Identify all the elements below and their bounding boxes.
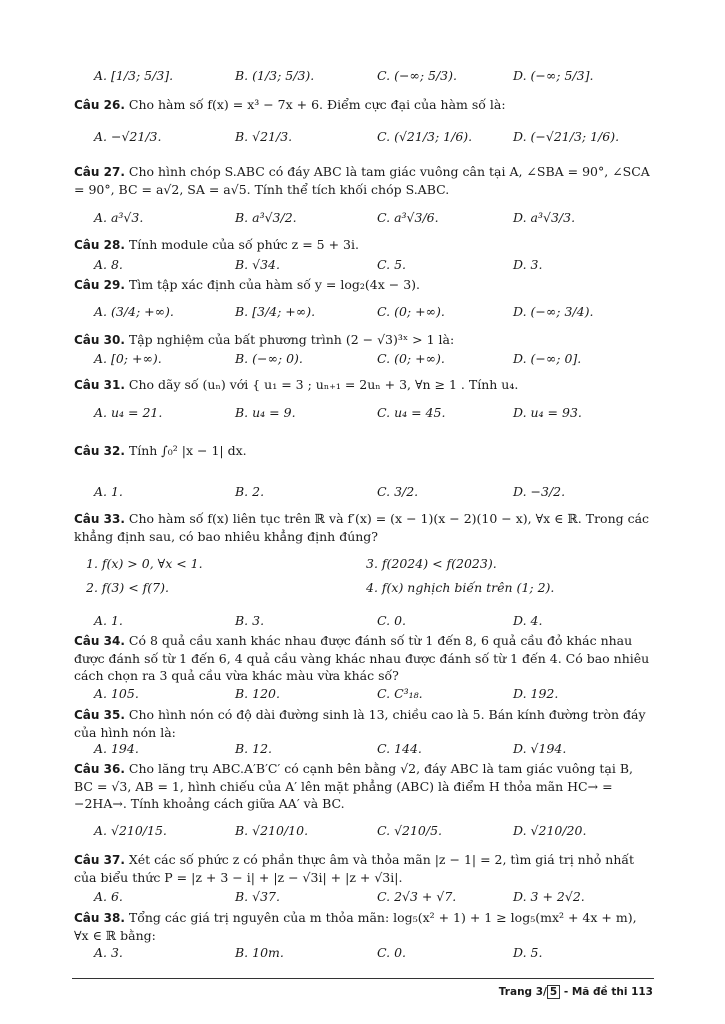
- option-b: B. √210/10.: [235, 822, 309, 838]
- option-d: D. 5.: [513, 944, 543, 960]
- option-d: D. 192.: [513, 685, 559, 701]
- option-b: B. 2.: [235, 483, 265, 499]
- option-d: D. −3/2.: [513, 483, 566, 499]
- option-b: B. a³√3/2.: [235, 209, 297, 225]
- question-31: [74, 376, 654, 394]
- option-c: C. 3/2.: [377, 483, 419, 499]
- question-label: Câu 35.: [74, 708, 125, 722]
- question-text: Cho lăng trụ ABC.A′B′C′ có cạnh bên bằng √2, đáy ABC là tam giác vuông tại B, BC = √3, AB = 1, hình chiếu của A′ lên mặt phẳng (ABC) là điểm H thỏa mãn HC→ = −2HA→. Tính khoảng cách giữa AA′ và BC.: [74, 761, 633, 811]
- question-label: Câu 38.: [74, 911, 125, 925]
- option-a: A. [0; +∞).: [94, 350, 162, 366]
- option-a: A. 105.: [94, 685, 139, 701]
- statement-2: 2. f(3) < f(7).: [86, 580, 169, 595]
- option-c: C. (−∞; 5/3).: [377, 67, 457, 83]
- option-d: D. (−∞; 3/4).: [513, 303, 594, 319]
- option-b: B. (−∞; 0).: [235, 350, 303, 366]
- option-d: D. 3 + 2√2.: [513, 888, 585, 904]
- option-c: C. √210/5.: [377, 822, 443, 838]
- options-q35: [94, 738, 654, 758]
- question-28: [74, 236, 654, 254]
- question-26: [74, 96, 654, 114]
- footer-exam-code: - Mã đề thi 113: [560, 986, 653, 998]
- question-text: Cho hàm số f(x) = x³ − 7x + 6. Điểm cực đại của hàm số là:: [128, 97, 506, 112]
- option-c: C. 144.: [377, 740, 422, 756]
- question-30: [74, 331, 654, 349]
- question-label: Câu 31.: [74, 378, 125, 392]
- footer-total-pages: 5: [547, 985, 560, 999]
- options-q26: [94, 118, 654, 154]
- option-b: B. 12.: [235, 740, 273, 756]
- question-text: Cho hình nón có độ dài đường sinh là 13, chiều cao là 5. Bán kính đường tròn đáy của hình nón là:: [74, 707, 646, 740]
- options-q30: [94, 348, 654, 368]
- option-d: D. 4.: [513, 612, 543, 628]
- question-32: [74, 442, 654, 460]
- option-c: C. 0.: [377, 944, 406, 960]
- options-q37: [94, 886, 654, 906]
- options-q32: [94, 476, 654, 506]
- option-d: D. (−∞; 5/3].: [513, 67, 594, 83]
- option-c: C. (0; +∞).: [377, 303, 445, 319]
- option-a: A. √210/15.: [94, 822, 167, 838]
- statement-1: 1. f(x) > 0, ∀x < 1.: [86, 556, 203, 571]
- question-37: [74, 851, 654, 886]
- question-text: Có 8 quả cầu xanh khác nhau được đánh số từ 1 đến 8, 6 quả cầu đỏ khác nhau được đánh số từ 1 đến 6, 4 quả cầu vàng khác nhau được đánh số từ 1 đến 4. Có bao nhiêu cách chọn ra 3 quả cầu vừa khác màu vừa khác số?: [74, 633, 650, 683]
- option-a: A. a³√3.: [94, 209, 144, 225]
- question-label: Câu 33.: [74, 512, 125, 526]
- option-a: A. 1.: [94, 483, 123, 499]
- option-c: C. 5.: [377, 256, 406, 272]
- options-q29: [94, 294, 654, 328]
- options-q34: [94, 683, 654, 703]
- option-c: C. a³√3/6.: [377, 209, 439, 225]
- option-d: D. (−∞; 0].: [513, 350, 582, 366]
- option-a: A. 1.: [94, 612, 123, 628]
- option-d: D. √210/20.: [513, 822, 587, 838]
- question-text: Tìm tập xác định của hàm số y = log₂(4x − 3).: [128, 277, 421, 292]
- option-b: B. 3.: [235, 612, 265, 628]
- footer-divider: [72, 978, 654, 979]
- question-29: [74, 276, 654, 294]
- options-q28: [94, 254, 654, 274]
- option-b: B. [3/4; +∞).: [235, 303, 316, 319]
- question-27: [74, 163, 654, 198]
- options-q25: [94, 58, 654, 92]
- question-label: Câu 28.: [74, 238, 125, 252]
- option-c: C. (√21/3; 1/6).: [377, 128, 473, 144]
- option-c: C. 2√3 + √7.: [377, 888, 457, 904]
- options-q36: [94, 812, 654, 848]
- question-text: Tính module của số phức z = 5 + 3i.: [128, 237, 359, 252]
- page-footer: [499, 986, 653, 998]
- question-label: Câu 34.: [74, 634, 125, 648]
- question-text: Tính ∫₀² |x − 1| dx.: [128, 443, 247, 458]
- option-b: B. 10m.: [235, 944, 284, 960]
- option-d: D. u₄ = 93.: [513, 404, 582, 420]
- options-q31: [94, 402, 654, 422]
- question-label: Câu 36.: [74, 762, 125, 776]
- footer-page-prefix: Trang 3/: [498, 986, 547, 998]
- option-a: A. 8.: [94, 256, 123, 272]
- option-b: B. (1/3; 5/3).: [235, 67, 315, 83]
- question-label: Câu 37.: [74, 853, 125, 867]
- question-label: Câu 27.: [74, 165, 125, 179]
- option-a: A. 3.: [94, 944, 123, 960]
- question-text: Tổng các giá trị nguyên của m thỏa mãn: log₅(x² + 1) + 1 ≥ log₅(mx² + 4x + m), ∀x ∈ ℝ bằng:: [74, 910, 637, 943]
- question-text: Cho hình chóp S.ABC có đáy ABC là tam giác vuông cân tại A, ∠SBA = 90°, ∠SCA = 90°, BC = a√2, SA = a√5. Tính thể tích khối chóp S.ABC.: [74, 164, 650, 197]
- option-c: C. (0; +∞).: [377, 350, 445, 366]
- question-text: Tập nghiệm của bất phương trình (2 − √3)³ˣ > 1 là:: [128, 332, 455, 347]
- question-38: [74, 909, 654, 944]
- option-c: C. 0.: [377, 612, 406, 628]
- question-label: Câu 29.: [74, 278, 125, 292]
- question-34: [74, 632, 654, 684]
- question-33: [74, 510, 654, 545]
- option-b: B. 120.: [235, 685, 280, 701]
- statement-3: 3. f(2024) < f(2023).: [366, 556, 497, 571]
- options-q27: [94, 200, 654, 234]
- option-a: A. 194.: [94, 740, 139, 756]
- option-a: A. −√21/3.: [94, 128, 162, 144]
- option-d: D. (−√21/3; 1/6).: [513, 128, 620, 144]
- option-a: A. (3/4; +∞).: [94, 303, 174, 319]
- question-label: Câu 30.: [74, 333, 125, 347]
- option-a: A. [1/3; 5/3].: [94, 67, 174, 83]
- option-c: C. C³₁₈.: [377, 685, 423, 701]
- option-d: D. 3.: [513, 256, 543, 272]
- question-label: Câu 32.: [74, 444, 125, 458]
- option-b: B. √21/3.: [235, 128, 293, 144]
- options-q38: [94, 942, 654, 962]
- question-35: [74, 706, 654, 741]
- option-b: B. u₄ = 9.: [235, 404, 296, 420]
- option-c: C. u₄ = 45.: [377, 404, 446, 420]
- option-a: A. 6.: [94, 888, 123, 904]
- option-b: B. √37.: [235, 888, 280, 904]
- option-b: B. √34.: [235, 256, 280, 272]
- question-label: Câu 26.: [74, 98, 125, 112]
- option-d: D. a³√3/3.: [513, 209, 576, 225]
- question-text: Xét các số phức z có phần thực âm và thỏa mãn |z − 1| = 2, tìm giá trị nhỏ nhất của biểu thức P = |z + 3 − i| + |z − √3i| + |z + √3i|.: [74, 852, 635, 885]
- statement-4: 4. f(x) nghịch biến trên (1; 2).: [366, 580, 555, 595]
- question-36: [74, 760, 654, 812]
- question-text: Cho dãy số (uₙ) với { u₁ = 3 ; uₙ₊₁ = 2uₙ + 3, ∀n ≥ 1 . Tính u₄.: [128, 377, 519, 392]
- option-a: A. u₄ = 21.: [94, 404, 163, 420]
- option-d: D. √194.: [513, 740, 567, 756]
- question-text: Cho hàm số f(x) liên tục trên ℝ và f′(x) = (x − 1)(x − 2)(10 − x), ∀x ∈ ℝ. Trong các khẳng định sau, có bao nhiêu khẳng định đúng?: [74, 511, 650, 544]
- options-q33: [94, 610, 654, 630]
